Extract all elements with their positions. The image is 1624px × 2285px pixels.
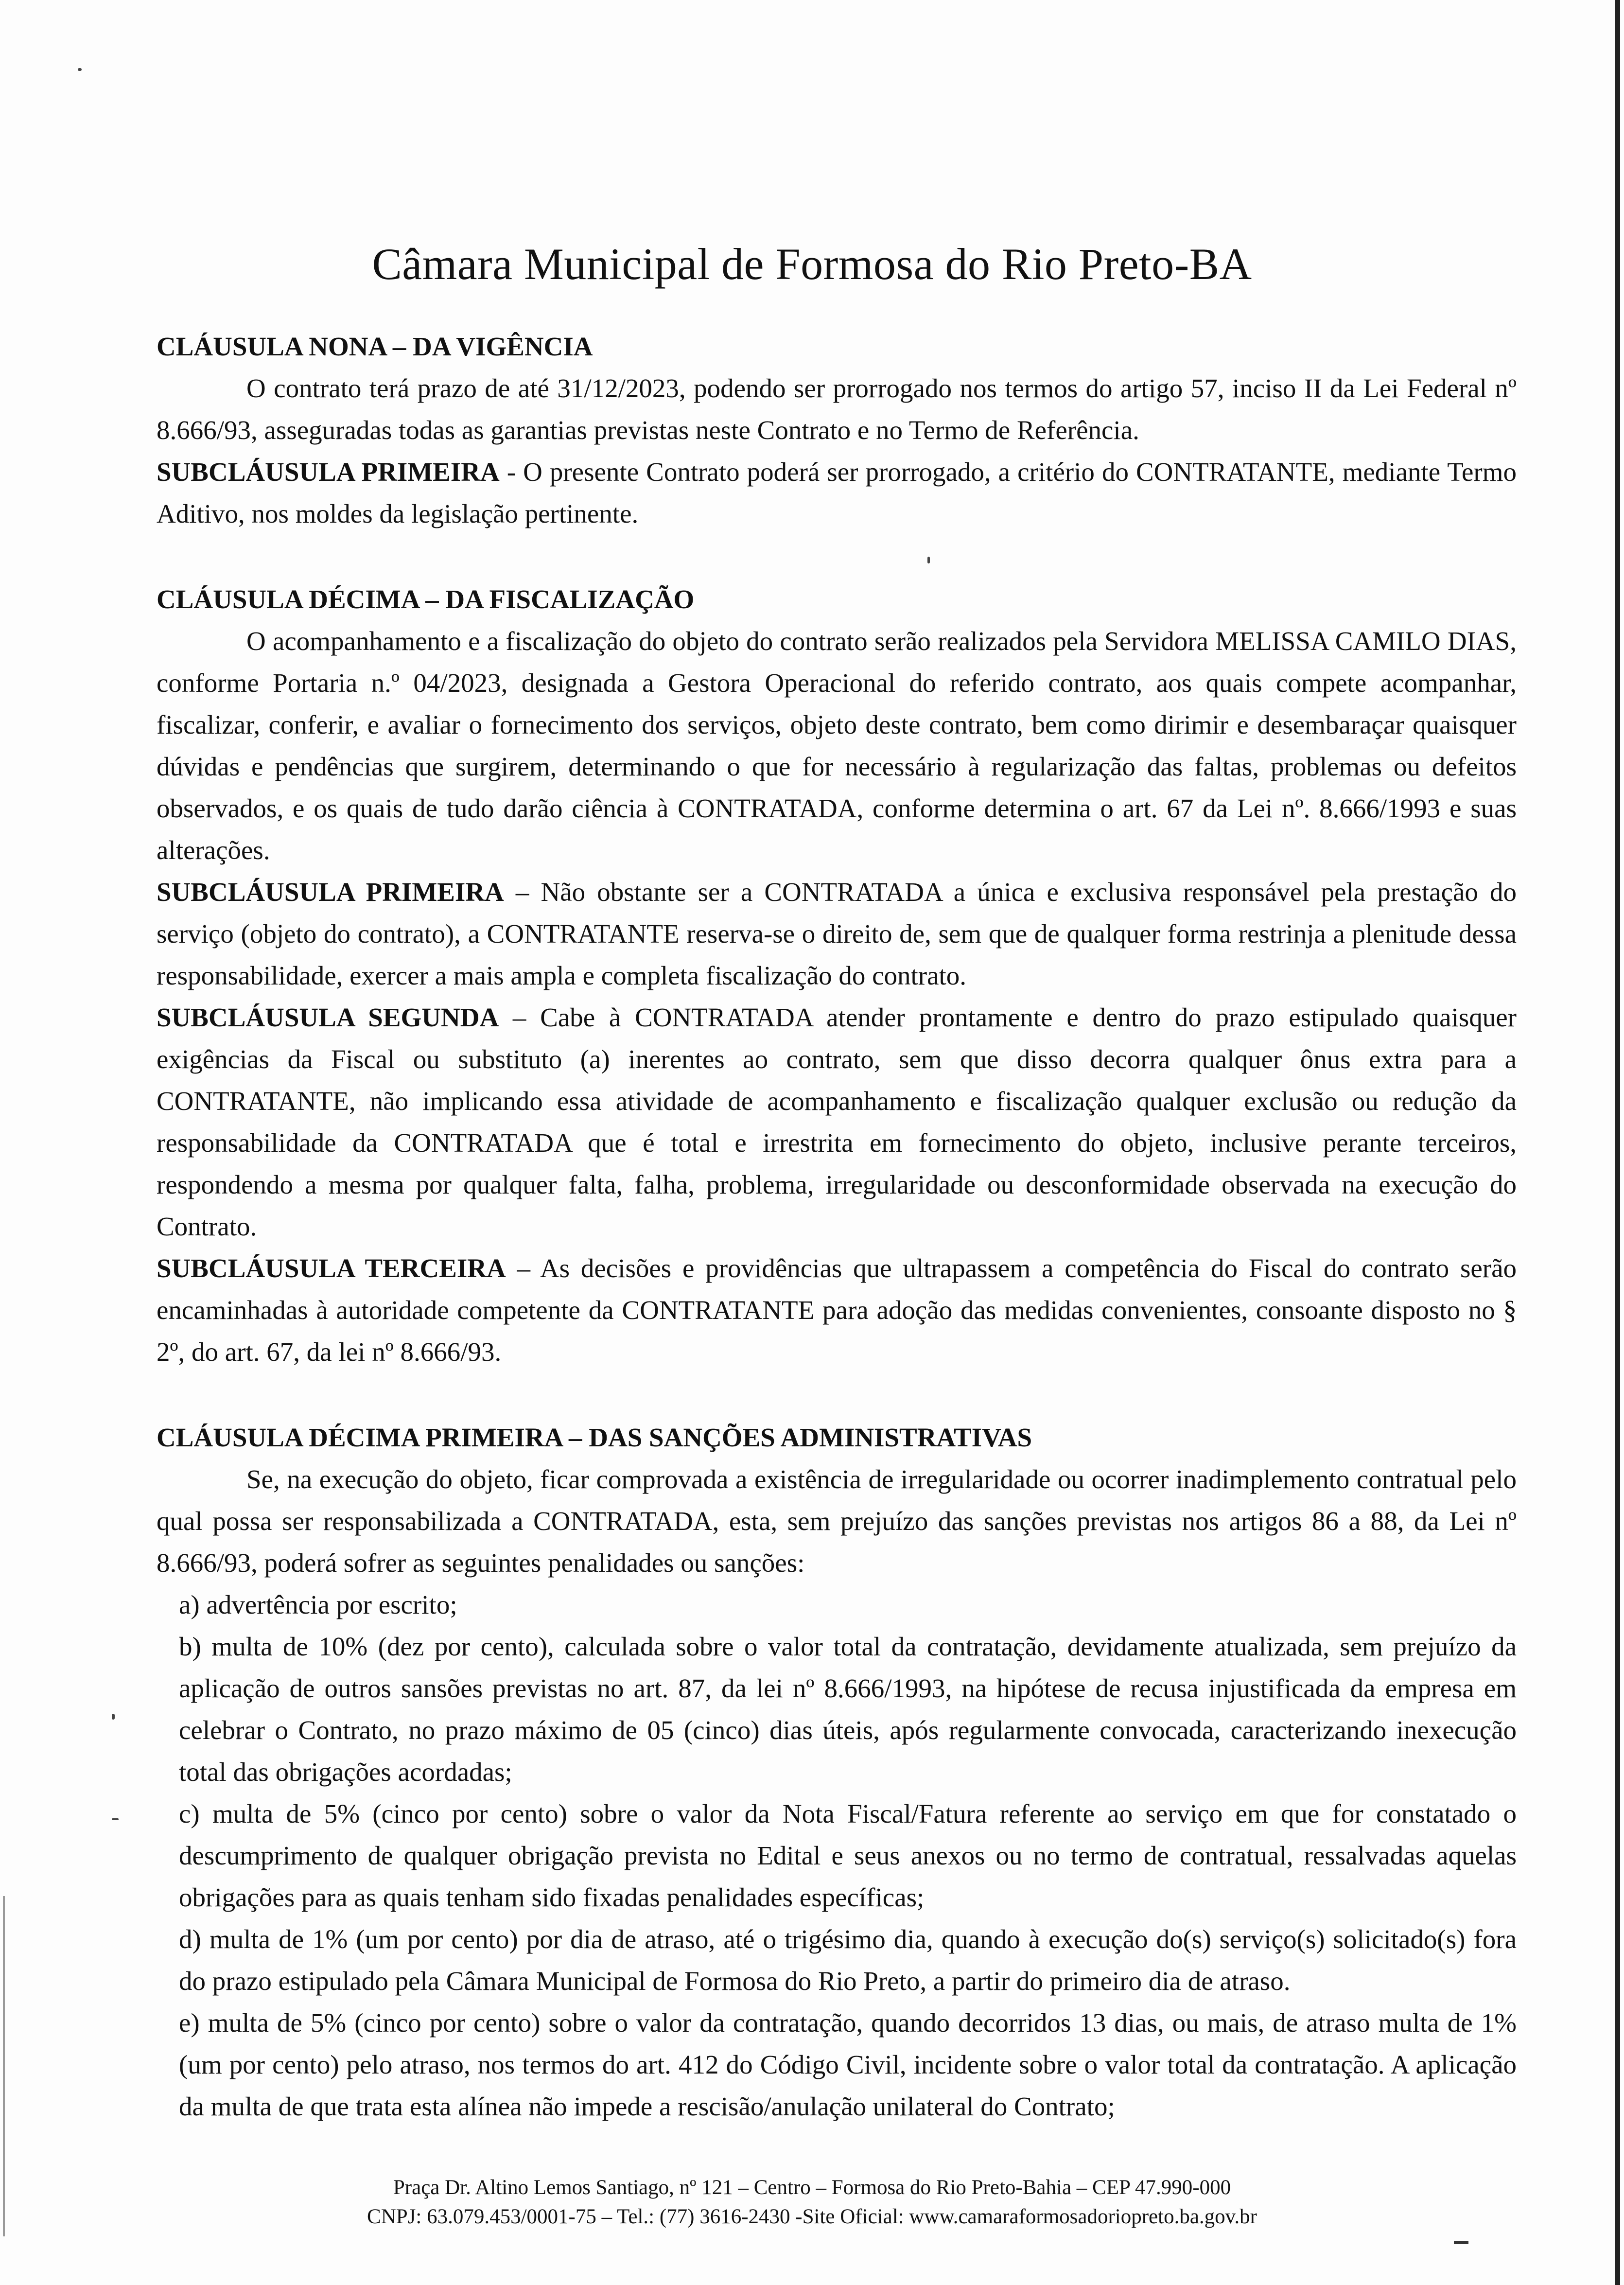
clause-10-sub3-text: – As decisões e providências que ultrapassem a competência do Fiscal do contrato serão encaminhadas à autoridade competente da CONTRATANTE para adoção das medidas convenientes, consoante disposto no § 2º, do art. 67, da lei nº 8.666/93. <box>157 1253 1517 1367</box>
clause-9-text: O contrato terá prazo de até 31/12/2023, podendo ser prorrogado nos termos do artigo 57, inciso II da Lei Federal nº 8.666/93, asseguradas todas as garantias previstas neste Contrato e no Termo de Referência. <box>157 373 1517 445</box>
sanction-item-a: a) advertência por escrito; <box>179 1590 457 1619</box>
page-footer <box>0 2173 1624 2232</box>
document-body <box>157 326 1517 2127</box>
signature-mark <box>1454 2241 1468 2244</box>
spacer <box>157 535 1517 579</box>
spacer <box>157 1373 1517 1417</box>
clause-10-sub2 <box>157 997 1517 1248</box>
clause-10-sub2-label: SUBCLÁUSULA SEGUNDA <box>157 1002 499 1032</box>
clause-10-heading: CLÁUSULA DÉCIMA – DA FISCALIZAÇÃO <box>157 584 695 614</box>
sanction-item-b: b) multa de 10% (dez por cento), calculada sobre o valor total da contratação, devidamente atualizada, sem prejuízo da aplicação de outros sansões previstas no art. 87, da lei nº 8.666/1993, na hipótese de recusa injustificada da empresa em celebrar o Contrato, no prazo máximo de 05 (cinco) dias úteis, após regularmente convocada, caracterizando inexecução total das obrigações acordadas; <box>179 1632 1517 1787</box>
scan-speck <box>112 1714 115 1720</box>
clause-11-text: Se, na execução do objeto, ficar comprovada a existência de irregularidade ou ocorrer inadimplemento contratual pelo qual possa ser responsabilizada a CONTRATADA, esta, sem prejuízo das sanções previstas nos artigos 86 a 88, da Lei nº 8.666/93, poderá sofrer as seguintes penalidades ou sanções: <box>157 1464 1517 1578</box>
clause-10-sub3 <box>157 1248 1517 1373</box>
scan-speck <box>78 68 82 71</box>
sanction-item-e: e) multa de 5% (cinco por cento) sobre o valor da contratação, quando decorridos 13 dias, ou mais, de atraso multa de 1% (um por cento) pelo atraso, nos termos do art. 412 do Código Civil, incidente sobre o valor total da contratação. A aplicação da multa de que trata esta alínea não impede a rescisão/anulação unilateral do Contrato; <box>179 2008 1517 2121</box>
scan-edge-line <box>1615 0 1620 2285</box>
clause-9-sub1-text: - O presente Contrato poderá ser prorrogado, a critério do CONTRATANTE, mediante Termo Aditivo, nos moldes da legislação pertinente. <box>157 457 1517 528</box>
clause-10-sub1-text: – Não obstante ser a CONTRATADA a única e exclusiva responsável pela prestação do serviço (objeto do contrato), a CONTRATANTE reserva-se o direito de, sem que de qualquer forma restrinja a plenitude dessa responsabilidade, exercer a mais ampla e completa fiscalização do contrato. <box>157 877 1517 990</box>
sanction-item-d: d) multa de 1% (um por cento) por dia de atraso, até o trigésimo dia, quando à execução do(s) serviço(s) solicitado(s) fora do prazo estipulado pela Câmara Municipal de Formosa do Rio Preto, a partir do primeiro dia de atraso. <box>179 1924 1517 1996</box>
clause-10-text: O acompanhamento e a fiscalização do objeto do contrato serão realizados pela Servidora MELISSA CAMILO DIAS, conforme Portaria n.º 04/2023, designada a Gestora Operacional do referido contrato, aos quais compete acompanhar, fiscalizar, conferir, e avaliar o fornecimento dos serviços, objeto deste contrato, bem como dirimir e desembaraçar quaisquer dúvidas e pendências que surgirem, determinando o que for necessário à regularização das faltas, problemas ou defeitos observados, e os quais de tudo darão ciência à CONTRATADA, conforme determina o art. 67 da Lei nº. 8.666/1993 e suas alterações. <box>157 626 1517 865</box>
footer-contact: CNPJ: 63.079.453/0001-75 – Tel.: (77) 3616-2430 -Site Oficial: www.camaraformosadoriopreto.ba.gov.br <box>367 2205 1257 2228</box>
clause-10-sub3-label: SUBCLÁUSULA TERCEIRA <box>157 1253 506 1283</box>
clause-9-heading: CLÁUSULA NONA – DA VIGÊNCIA <box>157 332 593 361</box>
clause-10-sub2-text: – Cabe à CONTRATADA atender prontamente e dentro do prazo estipulado quaisquer exigências da Fiscal ou substituto (a) inerentes ao contrato, sem que disso decorra qualquer ônus extra para a CONTRATANTE, não implicando essa atividade de acompanhamento e fiscalização qualquer exclusão ou redução da responsabilidade da CONTRATADA que é total e irrestrita em fornecimento do objeto, inclusive perante terceiros, respondendo a mesma por qualquer falta, falha, problema, irregularidade ou desconformidade observada na execução do Contrato. <box>157 1002 1517 1241</box>
footer-address: Praça Dr. Altino Lemos Santiago, nº 121 – Centro – Formosa do Rio Preto-Bahia – CEP 47.990-000 <box>393 2176 1231 2199</box>
clause-10-sub1-label: SUBCLÁUSULA PRIMEIRA <box>157 877 504 907</box>
clause-11-heading: CLÁUSULA DÉCIMA PRIMEIRA – DAS SANÇÕES ADMINISTRATIVAS <box>157 1423 1032 1452</box>
scan-speck <box>112 1818 119 1820</box>
clause-9-sub1-label: SUBCLÁUSULA PRIMEIRA <box>157 457 500 487</box>
page-title: Câmara Municipal de Formosa do Rio Preto-BA <box>372 239 1252 289</box>
sanction-item-c: c) multa de 5% (cinco por cento) sobre o valor da Nota Fiscal/Fatura referente ao serviço em que for constatado o descumprimento de qualquer obrigação prevista no Edital e seus anexos ou no termo de contratual, ressalvadas aquelas obrigações para as quais tenham sido fixadas penalidades específicas; <box>179 1799 1517 1912</box>
clause-9-sub1 <box>157 451 1517 535</box>
clause-10-sub1 <box>157 871 1517 997</box>
